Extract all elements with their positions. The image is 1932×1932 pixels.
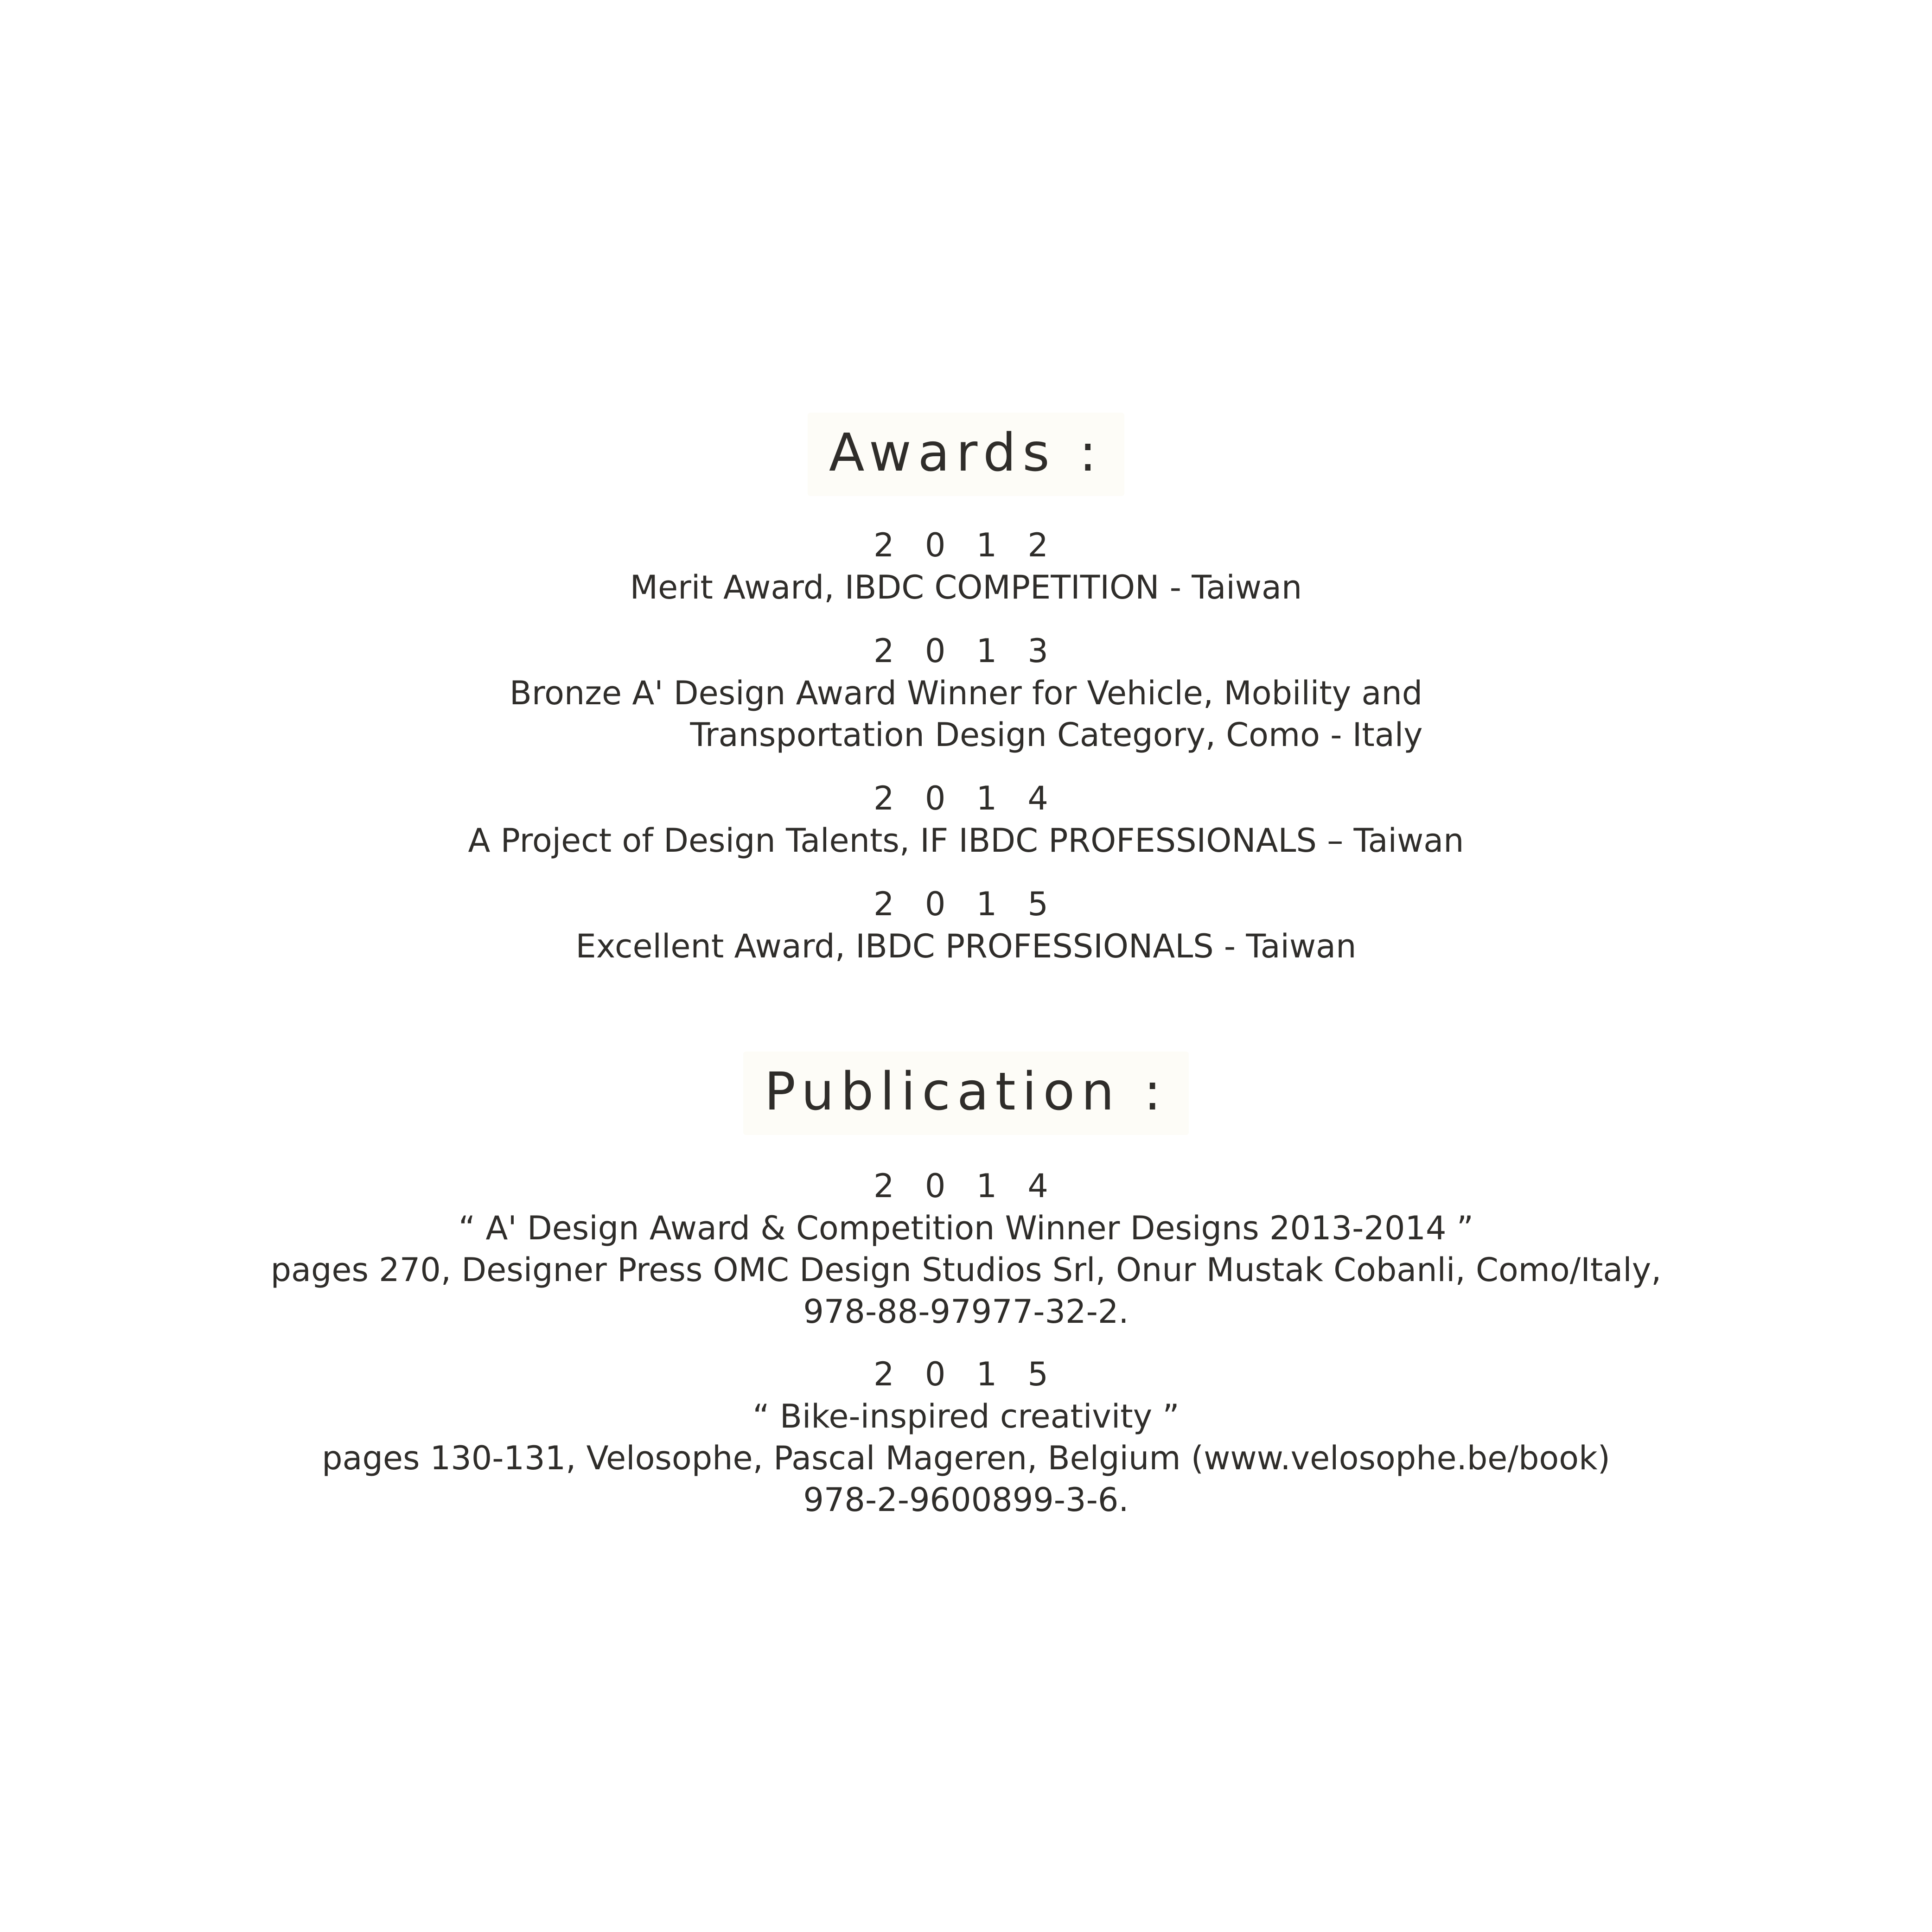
award-entry-2013 xyxy=(0,630,1932,756)
award-year: 2 0 1 2 xyxy=(874,526,1058,564)
award-year: 2 0 1 4 xyxy=(874,779,1058,817)
award-entry-2012 xyxy=(0,524,1932,608)
publication-year: 2 0 1 5 xyxy=(874,1355,1058,1393)
award-entry-2014 xyxy=(0,777,1932,861)
publication-title: “ Bike-inspired creativity ” xyxy=(752,1397,1180,1435)
publication-details: pages 130-131, Velosophe, Pascal Mageren, Belgium (www.velosophe.be/book) xyxy=(322,1439,1610,1477)
award-year: 2 0 1 3 xyxy=(874,632,1058,670)
publication-isbn: 978-2-9600899-3-6. xyxy=(803,1481,1129,1519)
awards-heading-box xyxy=(808,413,1124,496)
awards-section xyxy=(0,413,1932,496)
publication-year: 2 0 1 4 xyxy=(874,1167,1058,1205)
publication-heading: Publication : xyxy=(764,1062,1168,1122)
award-text: Merit Award, IBDC COMPETITION - Taiwan xyxy=(630,568,1302,606)
publication-title: “ A' Design Award & Competition Winner Designs 2013-2014 ” xyxy=(458,1209,1474,1247)
publication-heading-box xyxy=(743,1052,1189,1135)
award-text: Transportation Design Category, Como - Italy xyxy=(690,716,1423,754)
publication-isbn: 978-88-97977-32-2. xyxy=(803,1293,1129,1331)
publication-entry-2015 xyxy=(0,1353,1932,1521)
award-text: Excellent Award, IBDC PROFESSIONALS - Taiwan xyxy=(575,927,1357,965)
award-text: A Project of Design Talents, IF IBDC PROFESSIONALS – Taiwan xyxy=(468,822,1464,860)
award-text: Bronze A' Design Award Winner for Vehicle, Mobility and xyxy=(509,674,1423,712)
publication-section xyxy=(0,1052,1932,1135)
publication-details: pages 270, Designer Press OMC Design Studios Srl, Onur Mustak Cobanli, Como/Italy, xyxy=(270,1251,1662,1289)
award-entry-2015 xyxy=(0,883,1932,967)
award-year: 2 0 1 5 xyxy=(874,885,1058,923)
publication-entry-2014 xyxy=(0,1165,1932,1333)
awards-heading: Awards : xyxy=(829,423,1103,483)
